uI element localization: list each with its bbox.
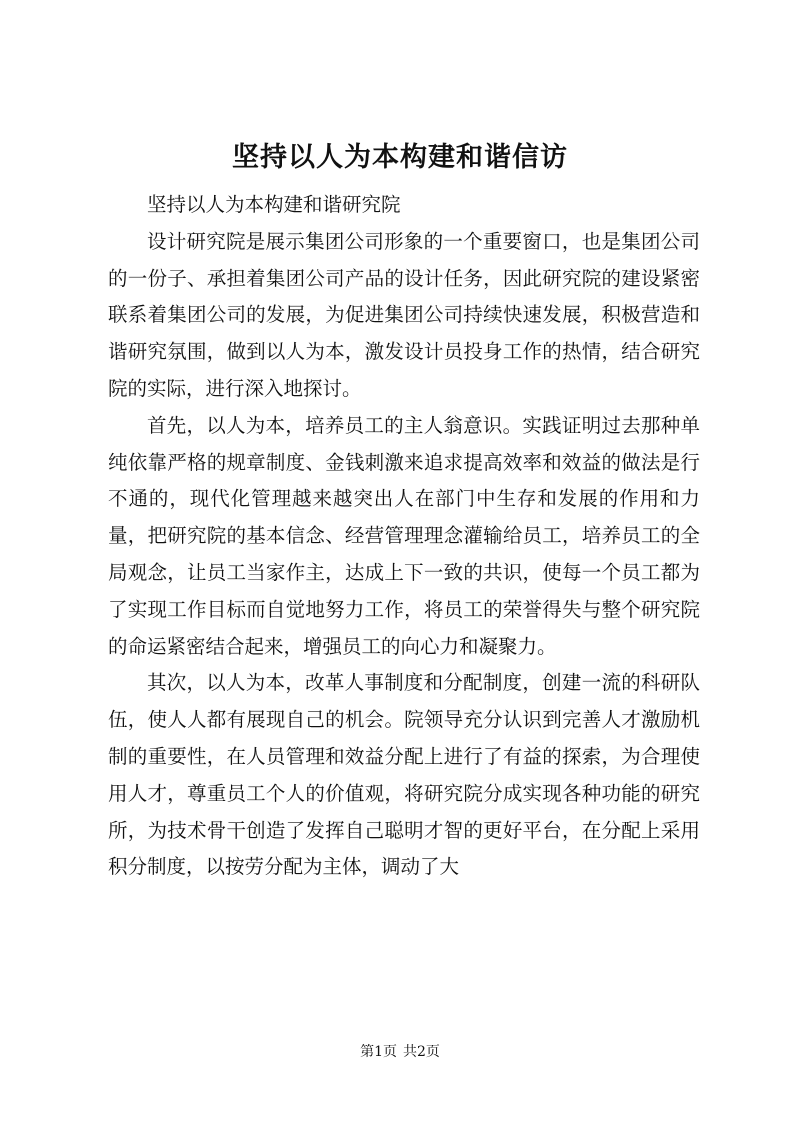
page-number: 第1页	[360, 1044, 397, 1060]
page-footer	[0, 1042, 800, 1062]
page-total: 共2页	[403, 1044, 440, 1060]
paragraph-subtitle: 坚持以人为本构建和谐研究院	[147, 193, 401, 216]
paragraph-intro: 设计研究院是展示集团公司形象的一个重要窗口，也是集团公司的一份子、承担着集团公司产品的设计任务，因此研究院的建设紧密联系着集团公司的发展，为促进集团公司持续快速发展，积极营造和谐研究氛围，做到以人为本，激发设计员投身工作的热情，结合研究院的实际，进行深入地探讨。	[108, 229, 700, 400]
paragraph-second-point: 其次，以人为本，改革人事制度和分配制度，创建一流的科研队伍，使人人都有展现自己的机会。院领导充分认识到完善人才激励机制的重要性，在人员管理和效益分配上进行了有益的探索，为合理使用人才，尊重员工个人的价值观，将研究院分成实现各种功能的研究所，为技术骨干创造了发挥自己聪明才智的更好平台，在分配上采用积分制度，以按劳分配为主体，调动了大	[108, 671, 700, 879]
document-body	[108, 187, 700, 886]
paragraph-first-point: 首先，以人为本，培养员工的主人翁意识。实践证明过去那种单纯依靠严格的规章制度、金钱刺激来追求提高效率和效益的做法是行不通的，现代化管理越来越突出人在部门中生存和发展的作用和力量，把研究院的基本信念、经营管理理念灌输给员工，培养员工的全局观念，让员工当家作主，达成上下一致的共识，使每一个员工都为了实现工作目标而自觉地努力工作，将员工的荣誉得失与整个研究院的命运紧密结合起来，增强员工的向心力和凝聚力。	[108, 413, 700, 658]
document-title: 坚持以人为本构建和谐信访	[232, 142, 568, 173]
